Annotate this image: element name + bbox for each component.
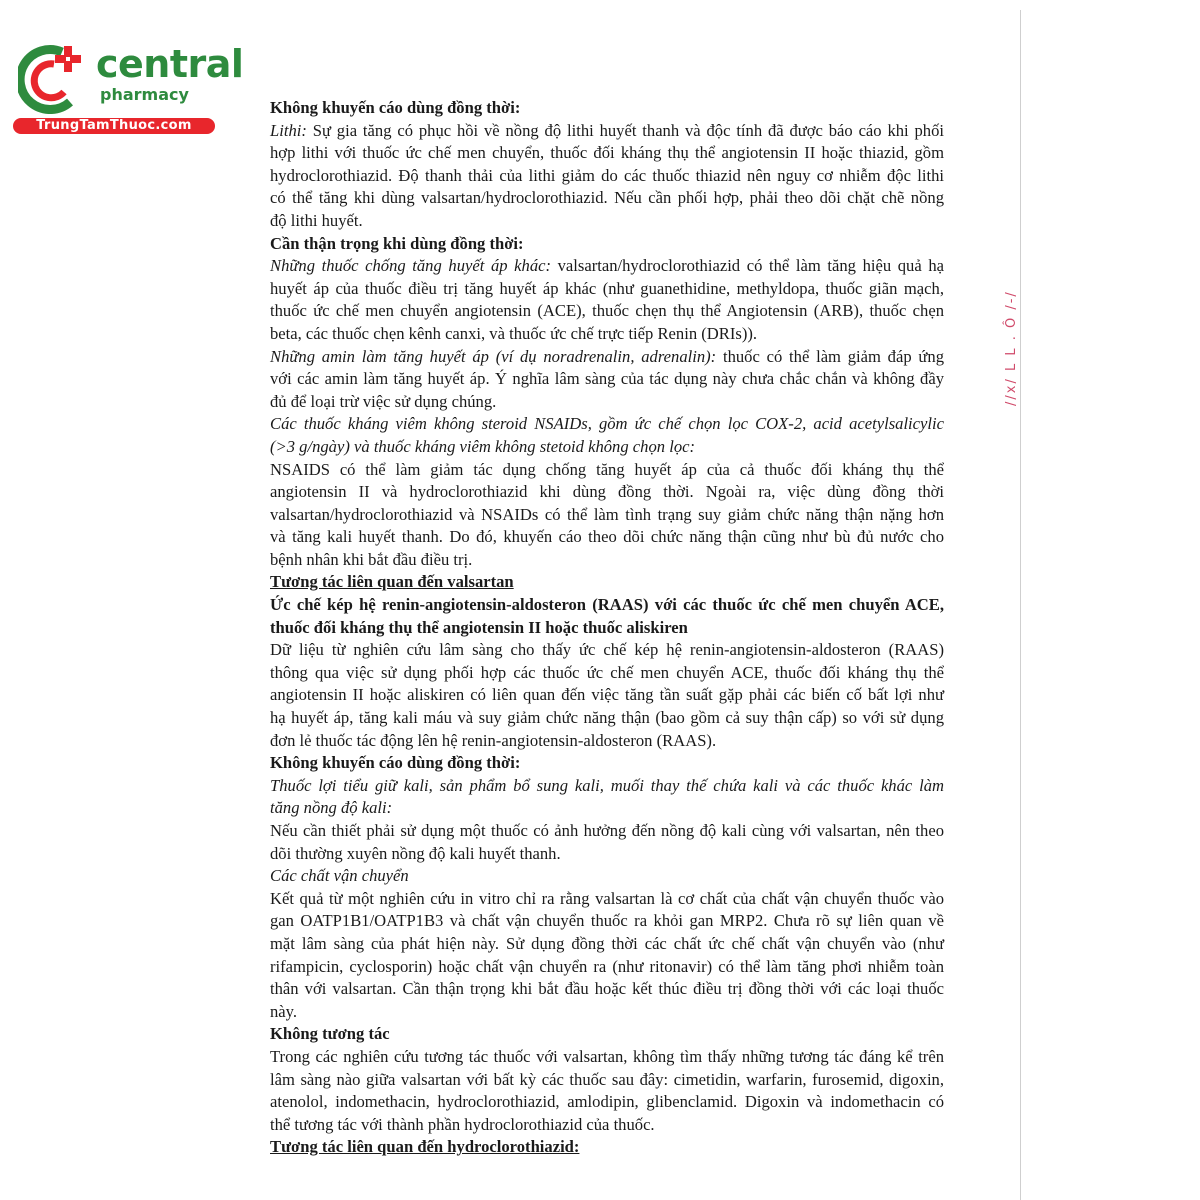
page-edge-divider bbox=[1020, 10, 1021, 1200]
text-line: Các thuốc kháng viêm không steroid NSAIDs, gồm ức chế chọn lọc COX-2, acid acetylsalicylic bbox=[270, 414, 944, 434]
text-line: mặt lâm sàng của phát hiện này. Sử dụng đồng thời các chất ức chế chất vận chuyển vào (như bbox=[270, 933, 944, 953]
text-line: huyết áp của thuốc điều trị tăng huyết áp khác (như guanethidine, methyldopa, thuốc giãn mạch, bbox=[270, 278, 944, 298]
section-heading: Cần thận trọng khi dùng đồng thời: bbox=[270, 233, 524, 253]
text-line bbox=[270, 346, 944, 369]
section-heading: Tương tác liên quan đến hydroclorothiazid: bbox=[270, 1137, 580, 1157]
text-line: gan OATP1B1/OATP1B3 và chất vận chuyển thuốc ra khỏi gan MRP2. Chưa rõ sự liên quan về bbox=[270, 911, 944, 931]
margin-stamp-text: //x/ L L . Ô /-/ bbox=[1004, 290, 1019, 406]
text-line: NSAIDS có thể làm giảm tác dụng chống tăng huyết áp của cả thuốc đối kháng thụ thể bbox=[270, 459, 944, 479]
text-line: lâm sàng nào giữa valsartan với bất kỳ các thuốc sau đây: cimetidin, warfarin, furosemid, digoxin, bbox=[270, 1069, 944, 1089]
text-line: rifampicin, cyclosporin) hoặc chất vận chuyển ra (như ritonavir) có thể làm tăng phơi nhiễm toàn bbox=[270, 956, 944, 976]
section-heading: Không khuyến cáo dùng đồng thời: bbox=[270, 753, 521, 773]
text-line: angiotensin II và hydroclorothiazid khi dùng đồng thời. Ngoài ra, việc dùng đồng thời bbox=[270, 482, 944, 502]
text-line: beta, các thuốc chẹn kênh canxi, và thuốc ức chế trực tiếp Renin (DRIs)). bbox=[270, 323, 758, 343]
text-line: Thuốc lợi tiểu giữ kali, sản phẩm bổ sung kali, muối thay thế chứa kali và các thuốc khác làm bbox=[270, 775, 944, 795]
text-line: với các amin làm tăng huyết áp. Ý nghĩa lâm sàng của tác dụng này chưa chắc chắn và không đầy bbox=[270, 369, 944, 389]
text-line: thuốc ức chế men chuyển angiotensin (ACE), thuốc chẹn thụ thể Angiotensin (ARB), thuốc chẹn bbox=[270, 301, 944, 321]
text-line: (>3 g/ngày) và thuốc kháng viêm không stetoid không chọn lọc: bbox=[270, 436, 696, 456]
text-line: Các chất vận chuyển bbox=[270, 866, 409, 886]
text-line: bệnh nhân khi bắt đầu điều trị. bbox=[270, 549, 473, 569]
text-line: độ lithi huyết. bbox=[270, 210, 363, 230]
section-heading: Tương tác liên quan đến valsartan bbox=[270, 572, 514, 592]
section-heading: Không tương tác bbox=[270, 1024, 390, 1044]
text-line: Nếu cần thiết phải sử dụng một thuốc có ảnh hưởng đến nồng độ kali cùng với valsartan, nên theo bbox=[270, 821, 944, 840]
text-line bbox=[270, 120, 944, 143]
inline-text: valsartan/hydroclorothiazid có thể làm tăng hiệu quả hạ bbox=[551, 256, 944, 276]
text-line: Dữ liệu từ nghiên cứu lâm sàng cho thấy ức chế kép hệ renin-angiotensin-aldosteron (RAAS) bbox=[270, 640, 944, 660]
text-line: atenolol, indomethacin, hydroclorothiazid, amlodipin, glibenclamid. Digoxin và indomethacin có bbox=[270, 1092, 944, 1112]
text-line: angiotensin II hoặc aliskiren có liên quan đến việc tăng tần suất gặp phải các biến cố bất lợi như bbox=[270, 685, 944, 705]
brand-name: central bbox=[96, 42, 244, 86]
text-line: đơn lẻ thuốc tác động lên hệ renin-angiotensin-aldosteron (RAAS). bbox=[270, 730, 717, 750]
text-line: này. bbox=[270, 1001, 298, 1021]
text-line bbox=[270, 255, 944, 278]
text-line: valsartan/hydroclorothiazid và NSAIDs có thể làm tình trạng suy giảm chức năng thận nặng hơn bbox=[270, 504, 944, 524]
inline-label: Những amin làm tăng huyết áp (ví dụ noradrenalin, adrenalin): bbox=[270, 346, 717, 366]
text-line: hợp lithi với thuốc ức chế men chuyển, thuốc đối kháng thụ thể angiotensin II hoặc thiazid, gồm bbox=[270, 143, 944, 163]
inline-label: Lithi: bbox=[270, 120, 307, 140]
document-body bbox=[270, 97, 944, 1159]
text-line: đủ để loại trừ việc sử dụng chúng. bbox=[270, 391, 497, 411]
text-line: và tăng kali huyết thanh. Do đó, khuyến cáo theo dõi chức năng thận cũng như bù đủ nước cho bbox=[270, 527, 944, 547]
text-line: thân với valsartan. Cần thận trọng khi bắt đầu hoặc kết thúc điều trị đồng thời với các loại thuốc bbox=[270, 979, 944, 999]
text-line: thông qua việc sử dụng phối hợp các thuốc ức chế men chuyển ACE, thuốc đối kháng thụ thể bbox=[270, 662, 944, 682]
inline-text: Sự gia tăng có phục hồi về nồng độ lithi huyết thanh và độc tính đã được báo cáo khi phối bbox=[306, 120, 944, 140]
text-line: có thể tăng khi dùng valsartan/hydroclorothiazid. Nếu cần phối hợp, phải theo dõi chặt chẽ nồng bbox=[270, 188, 944, 208]
text-line: tăng nồng độ kali: bbox=[270, 798, 393, 818]
pharmacy-cross-logo-icon bbox=[18, 42, 90, 114]
text-line: thể tương tác với thành phần hydroclorothiazid của thuốc. bbox=[270, 1114, 655, 1134]
text-line: hydroclorothiazid. Độ thanh thải của lithi giảm do các thuốc thiazid nên nguy cơ nhiễm độc lithi bbox=[270, 165, 944, 185]
inline-label: Những thuốc chống tăng huyết áp khác: bbox=[270, 256, 552, 276]
section-heading: Không khuyến cáo dùng đồng thời: bbox=[270, 98, 521, 117]
text-line: Trong các nghiên cứu tương tác thuốc với valsartan, không tìm thấy những tương tác đáng kể trên bbox=[270, 1046, 944, 1066]
margin-stamp bbox=[1000, 246, 1020, 406]
section-heading: Ức chế kép hệ renin-angiotensin-aldosteron (RAAS) với các thuốc ức chế men chuyển ACE, bbox=[270, 595, 944, 615]
inline-text: thuốc có thể làm giảm đáp ứng bbox=[716, 346, 944, 366]
brand-website-badge: TrungTamThuoc.com bbox=[13, 118, 215, 134]
brand-subtitle: pharmacy bbox=[100, 85, 189, 104]
text-line: dõi thường xuyên nồng độ kali huyết thanh. bbox=[270, 843, 561, 863]
text-line: Kết quả từ một nghiên cứu in vitro chỉ ra rằng valsartan là cơ chất của chất vận chuyển thuốc vào bbox=[270, 888, 944, 908]
text-line: hạ huyết áp, tăng kali máu và suy giảm chức năng thận (bao gồm cả suy thận cấp) so với sử dụng bbox=[270, 708, 944, 728]
central-pharmacy-logo bbox=[8, 36, 244, 136]
section-heading: thuốc đối kháng thụ thể angiotensin II hoặc thuốc aliskiren bbox=[270, 617, 688, 637]
